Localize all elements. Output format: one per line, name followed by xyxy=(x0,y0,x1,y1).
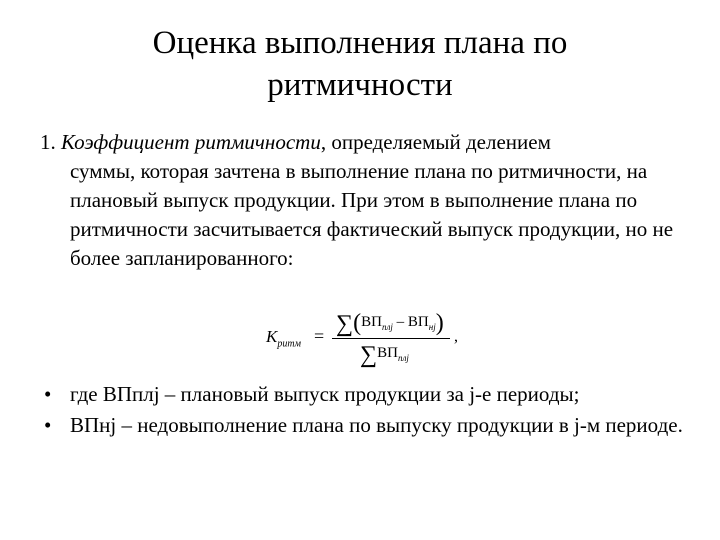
denominator-sum-sign: ∑ xyxy=(360,342,378,368)
list-item xyxy=(44,380,704,409)
denominator-term: ВП xyxy=(377,345,398,361)
slide-title xyxy=(0,22,720,106)
formula-lhs-subscript: ритм xyxy=(277,338,301,350)
title-line-2: ритмичности xyxy=(267,67,453,103)
denominator-term-sub: плj xyxy=(397,353,409,363)
formula-numerator xyxy=(336,310,444,338)
numerator-minus: – xyxy=(392,314,408,330)
numerator-sum-sign: ∑ xyxy=(336,311,354,337)
paragraph-term: Коэффициент ритмичности xyxy=(61,130,321,154)
rhythm-coefficient-formula xyxy=(264,308,474,368)
fraction-bar xyxy=(332,338,450,339)
list-item-text: ВПнj – недовыполнение плана по выпуску продукции в j-м периоде. xyxy=(70,413,683,437)
paragraph-body: суммы, которая зачтена в выполнение плана по ритмичности, на плановый выпуск продукции. При этом в выполнение плана по ритмичности засчитывается фактический выпуск продукции, но не более запланированного: xyxy=(70,159,674,270)
list-item xyxy=(44,411,704,440)
paragraph-number: 1. xyxy=(40,130,61,154)
paragraph-first-line xyxy=(40,128,700,157)
numerator-term-a-sub: плj xyxy=(381,322,393,332)
bullet-marker: • xyxy=(44,413,52,437)
definition-paragraph xyxy=(40,128,700,273)
bullet-marker: • xyxy=(44,382,52,406)
list-item-text: где ВПплj – плановый выпуск продукции за j-е периоды; xyxy=(70,382,580,406)
formula-denominator xyxy=(360,342,409,369)
close-paren: ) xyxy=(435,310,444,336)
title-line-1: Оценка выполнения плана по xyxy=(152,25,568,61)
formula-lhs-symbol: K xyxy=(266,327,278,346)
numerator-term-a: ВП xyxy=(361,314,382,330)
formula-trailing-comma: , xyxy=(454,328,458,345)
definitions-list xyxy=(44,380,704,442)
open-paren: ( xyxy=(353,310,362,336)
numerator-term-b: ВП xyxy=(407,314,429,330)
formula-lhs xyxy=(266,327,301,349)
formula-equals: = xyxy=(314,326,325,346)
paragraph-first-line-rest: , определяемый делением xyxy=(320,130,551,154)
numerator-term-b-sub: нj xyxy=(428,322,436,332)
